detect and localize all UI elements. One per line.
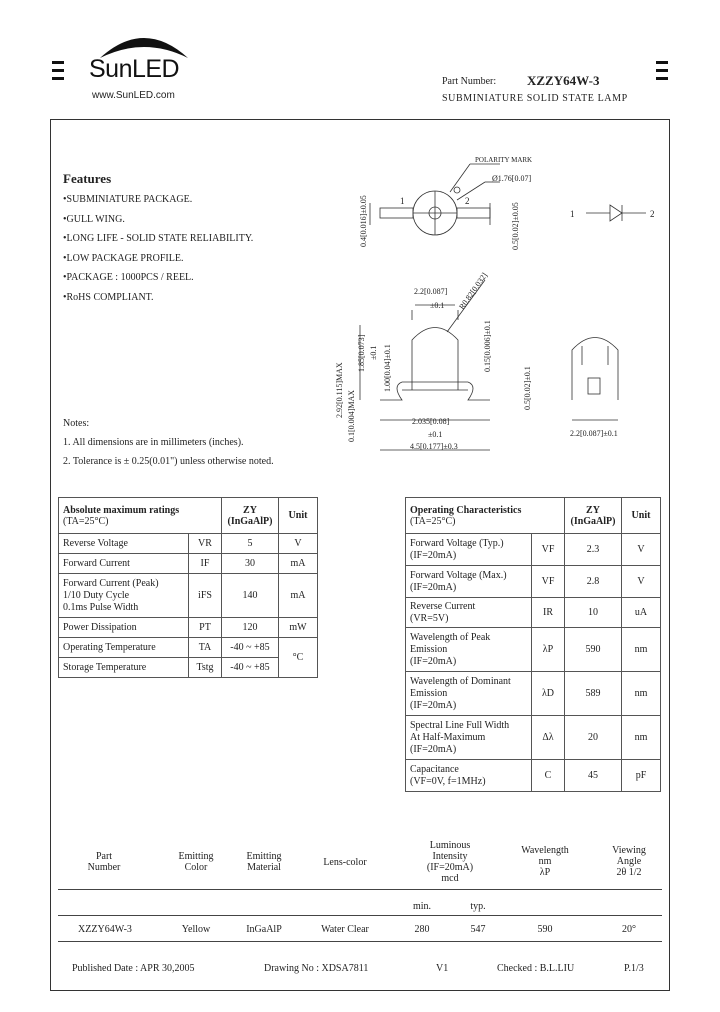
- notes-block: [63, 414, 274, 471]
- sel-header-angle: Viewing Angle 2θ 1/2: [612, 845, 646, 878]
- dim-lead-bend: 0.5[0.02]±0.1: [523, 366, 532, 410]
- abs-max-part-col: ZY (InGaAlP): [222, 498, 279, 534]
- polarity-mark-label: POLARITY MARK: [475, 156, 533, 164]
- note-item: 2. Tolerance is ± 0.25(0.01") unless otherwise noted.: [63, 456, 274, 467]
- brand-website: www.SunLED.com: [92, 90, 175, 101]
- sel-angle: 20°: [622, 924, 636, 935]
- dim-top-width: 2.2[0.087]: [414, 287, 448, 296]
- table-row: Capacitance (VF=0V, f=1MHz) C 45 pF: [406, 760, 661, 792]
- sel-part: XZZY64W-3: [78, 924, 132, 935]
- part-number-label: Part Number:: [442, 76, 497, 87]
- drawing-number: Drawing No : XDSA7811: [264, 963, 369, 974]
- logo-bars-right: [656, 61, 668, 85]
- table-row: Reverse Current (VR=5V) IR 10 uA: [406, 598, 661, 628]
- checked-by: Checked : B.L.LIU: [497, 963, 575, 974]
- brand-name: SunLED: [89, 55, 180, 83]
- feature-item: •LONG LIFE - SOLID STATE RELIABILITY.: [63, 233, 254, 244]
- dim-height-body: 1.85[0.073]: [357, 334, 366, 372]
- sel-header-divider: [58, 889, 662, 890]
- sel-header-lens: Lens-color: [323, 857, 367, 868]
- pin-1-label: 1: [400, 196, 405, 206]
- dim-radius: R0.82[0.032]: [457, 271, 490, 312]
- dim-lead-width-right: 0.5[0.02]±0.05: [511, 202, 520, 250]
- abs-max-header: Absolute maximum ratings (TA=25°C): [59, 498, 222, 534]
- sel-header-wavelength: Wavelength nm λP: [521, 845, 569, 878]
- dim-lead-thickness: 0.15[0.006]±0.1: [483, 320, 492, 372]
- sel-material: InGaAlP: [246, 924, 282, 935]
- dim-lead-height: 1.00[0.04]±0.1: [383, 344, 392, 392]
- sel-lens: Water Clear: [321, 924, 369, 935]
- features-title: Features: [63, 171, 112, 186]
- abs-max-unit-col: Unit: [279, 498, 318, 534]
- side-view: [572, 338, 618, 421]
- symbol-pin-2: 2: [650, 209, 655, 219]
- operating-characteristics-table: [405, 497, 661, 792]
- package-drawing: [320, 150, 660, 460]
- abs-max-table: [58, 497, 318, 678]
- table-row: Operating Temperature TA -40 ~ +85 °C: [59, 638, 318, 658]
- dim-top-tol: ±0.1: [430, 301, 445, 310]
- pin-2-label: 2: [465, 196, 470, 206]
- op-char-part-col: ZY (InGaAlP): [565, 498, 622, 534]
- page-number: P.1/3: [624, 963, 644, 974]
- dim-side-width: 2.2[0.087]±0.1: [570, 429, 618, 438]
- table-row: Wavelength of Peak Emission (IF=20mA) λP 590 nm: [406, 628, 661, 672]
- version: V1: [436, 963, 449, 974]
- table-row: Spectral Line Full Width At Half-Maximum (IF=20mA) Δλ 20 nm: [406, 716, 661, 760]
- sel-header-typ: typ.: [470, 901, 486, 912]
- feature-item: •LOW PACKAGE PROFILE.: [63, 252, 184, 264]
- diameter-label: Ø1.76[0.07]: [492, 174, 532, 183]
- op-char-header: Operating Characteristics (TA=25°C): [406, 498, 565, 534]
- features-list: [63, 190, 253, 307]
- sel-header-part: Part Number: [87, 851, 121, 873]
- dim-pitch-tol: ±0.1: [428, 430, 443, 439]
- feature-item: •GULL WING.: [63, 213, 125, 225]
- dim-height-total: 2.92[0.115]MAX: [335, 362, 344, 418]
- sel-header-min: min.: [412, 901, 432, 912]
- table-row: Forward Current (Peak) 1/10 Duty Cycle 0.1ms Pulse Width iFS 140 mA: [59, 574, 318, 618]
- dim-lead-bottom: 0.1[0.004]MAX: [347, 390, 356, 442]
- feature-item: •RoHS COMPLIANT.: [63, 291, 154, 303]
- part-number: XZZY64W-3: [527, 73, 600, 88]
- sel-color: Yellow: [181, 924, 211, 935]
- published-date: Published Date : APR 30,2005: [72, 963, 195, 974]
- sel-wavelength: 590: [537, 924, 553, 935]
- logo-bars-left: [52, 61, 64, 85]
- sel-header-material: Emitting Material: [246, 851, 282, 873]
- dim-lead-width-left: 0.4[0.016]±0.05: [359, 195, 368, 247]
- sel-typ: 547: [470, 924, 486, 935]
- diode-symbol: [586, 205, 646, 221]
- feature-item: •PACKAGE : 1000PCS / REEL.: [63, 272, 194, 283]
- sel-bottom-divider: [58, 941, 662, 942]
- notes-title: Notes:: [63, 418, 90, 429]
- symbol-pin-1: 1: [570, 209, 575, 219]
- table-row: Wavelength of Dominant Emission (IF=20mA) λD 589 nm: [406, 672, 661, 716]
- part-subtitle: SUBMINIATURE SOLID STATE LAMP: [442, 93, 628, 104]
- dim-height-body-tol: ±0.1: [369, 345, 378, 360]
- note-item: 1. All dimensions are in millimeters (inches).: [63, 437, 244, 448]
- dim-total-width: 4.5[0.177]±0.3: [410, 442, 458, 451]
- op-char-unit-col: Unit: [622, 498, 661, 534]
- table-row: Forward Voltage (Max.) (IF=20mA) VF 2.8 V: [406, 566, 661, 598]
- table-row: Power Dissipation PT 120 mW: [59, 618, 318, 638]
- sel-min: 280: [414, 924, 430, 935]
- table-row: Storage Temperature Tstg -40 ~ +85: [59, 658, 318, 678]
- top-view: [370, 164, 500, 235]
- table-row: Forward Current IF 30 mA: [59, 554, 318, 574]
- sel-header-luminous: Luminous Intensity (IF=20mA) mcd: [426, 840, 474, 884]
- feature-item: •SUBMINIATURE PACKAGE.: [63, 194, 193, 205]
- table-row: Reverse Voltage VR 5 V: [59, 534, 318, 554]
- sel-subheader-divider: [58, 915, 662, 916]
- dim-pitch: 2.035[0.08]: [412, 417, 450, 426]
- sel-header-color: Emitting Color: [178, 851, 214, 873]
- table-row: Forward Voltage (Typ.) (IF=20mA) VF 2.3 V: [406, 534, 661, 566]
